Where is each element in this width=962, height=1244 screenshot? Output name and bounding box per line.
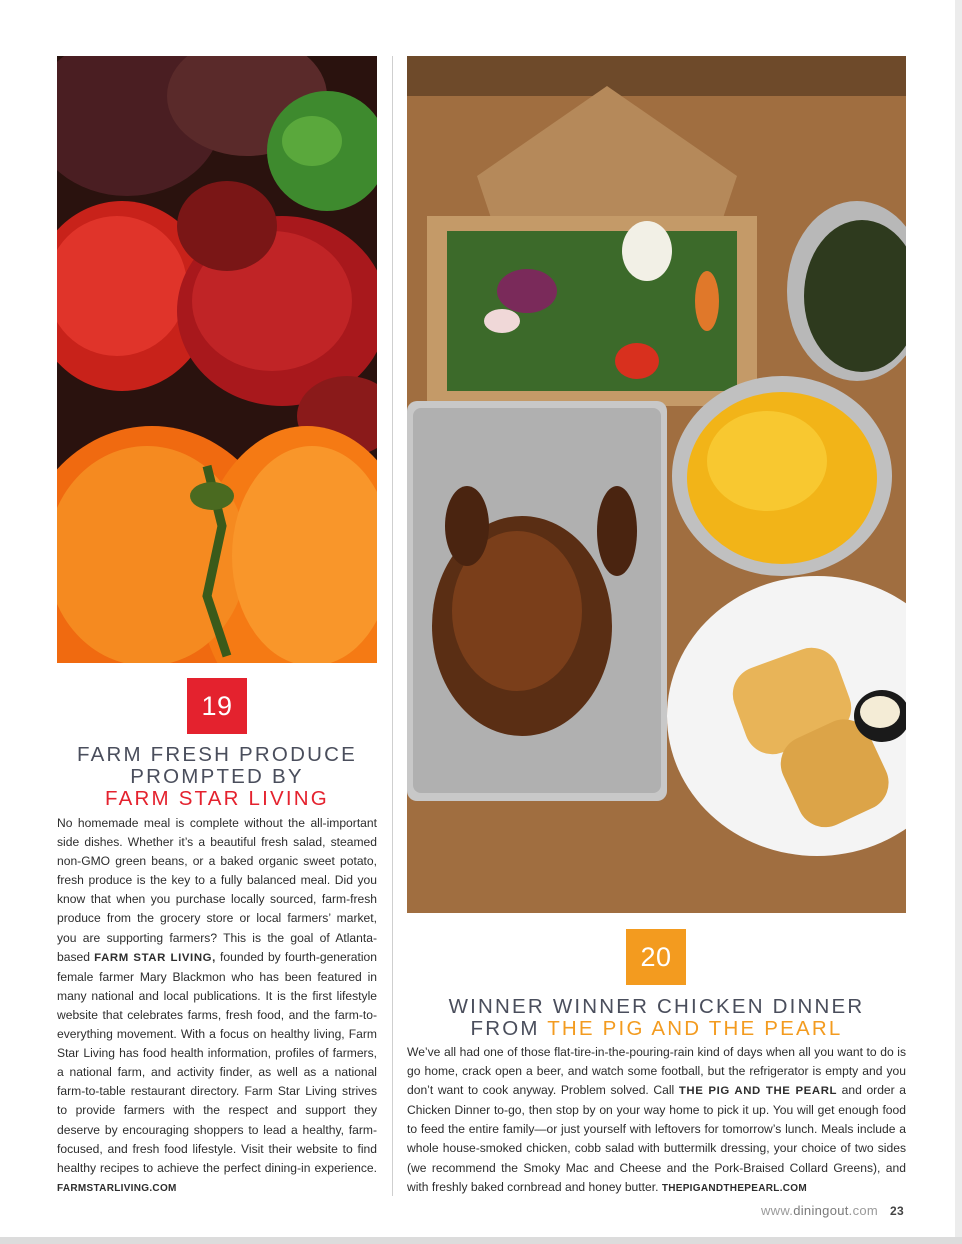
column-divider bbox=[392, 56, 393, 1196]
heading-accent: FARM STAR LIVING bbox=[105, 787, 329, 810]
page-number: 23 bbox=[890, 1204, 904, 1218]
article-heading bbox=[57, 744, 377, 810]
page-edge-bottom bbox=[0, 1237, 962, 1244]
heading-accent: THE PIG AND THE PEARL bbox=[547, 1017, 843, 1040]
heading-line bbox=[407, 1018, 906, 1040]
article-number-badge: 19 bbox=[187, 678, 247, 734]
heirloom-tomatoes-photo bbox=[57, 56, 377, 663]
site-suffix: .com bbox=[848, 1203, 879, 1218]
heading-line: WINNER WINNER CHICKEN DINNER bbox=[448, 995, 865, 1018]
website-link[interactable]: FARMSTARLIVING.COM bbox=[57, 1182, 177, 1194]
article-body bbox=[407, 1043, 906, 1198]
article-number-badge: 20 bbox=[626, 929, 686, 985]
business-name: THE PIG AND THE PEARL bbox=[678, 1085, 838, 1098]
article-body bbox=[57, 814, 377, 1198]
page-edge-right bbox=[955, 0, 962, 1244]
website-link[interactable]: THEPIGANDTHEPEARL.COM bbox=[661, 1182, 808, 1194]
page-footer bbox=[761, 1203, 904, 1218]
business-name: FARM STAR LIVING, bbox=[94, 951, 216, 964]
body-text: We’ve all had one of those flat-tire-in-the-pouring-rain kind of days when all you want to do is go home, crack open a beer, and watch some football, but the refrigerator is empty and you don’t want to cook anyway. Problem solved. Call bbox=[407, 1045, 906, 1098]
heading-line: FARM FRESH PRODUCE bbox=[77, 743, 357, 766]
chicken-dinner-photo bbox=[407, 56, 906, 913]
article-heading bbox=[407, 996, 906, 1040]
site-prefix: www. bbox=[760, 1203, 794, 1218]
body-text: and order a Chicken Dinner to-go, then stop by on your way home to pick it up. You will get enough food to feed the entire family—or just yourself with leftovers for tomorrow’s lunch. Meals include a whole house-smoked chicken, cobb salad with buttermilk dressing, your choice of two sides (we recommend the Smoky Mac and Cheese and the Pork-Braised Collard Greens), and with freshly baked cornbread and honey butter. bbox=[407, 1083, 907, 1194]
body-text: founded by fourth-generation female farmer Mary Blackmon who has been featured in many national and local publications. It is the first lifestyle website that celebrates farms, fresh food, and the farm-to-everything movement. With a focus on healthy living, Farm Star Living has food health information, profiles of farmers, a national farm, and activity finder, as well as a national farm-to-table restaurant directory. Farm Star Living strives to provide farmers with the respect and support they deserve by encouraging shoppers to lead a healthy, farm-focused, and fresh food lifestyle. Visit their website to find healthy recipes to achieve the perfect dining-in experience. bbox=[57, 949, 377, 1175]
site-name: diningout bbox=[793, 1203, 849, 1218]
heading-line: PROMPTED BY bbox=[130, 765, 304, 788]
body-text: No homemade meal is complete without the all-important side dishes. Whether it’s a beautiful fresh salad, steamed non-GMO green beans, or a baked organic sweet potato, fresh produce is the key to a fully balanced meal. Did you know that when you purchase locally sourced, farm-fresh produce from the grocery store or local farmers’ market, you are supporting farmers? This is the goal of Atlanta-based bbox=[57, 816, 377, 964]
heading-prefix: FROM bbox=[470, 1017, 548, 1040]
